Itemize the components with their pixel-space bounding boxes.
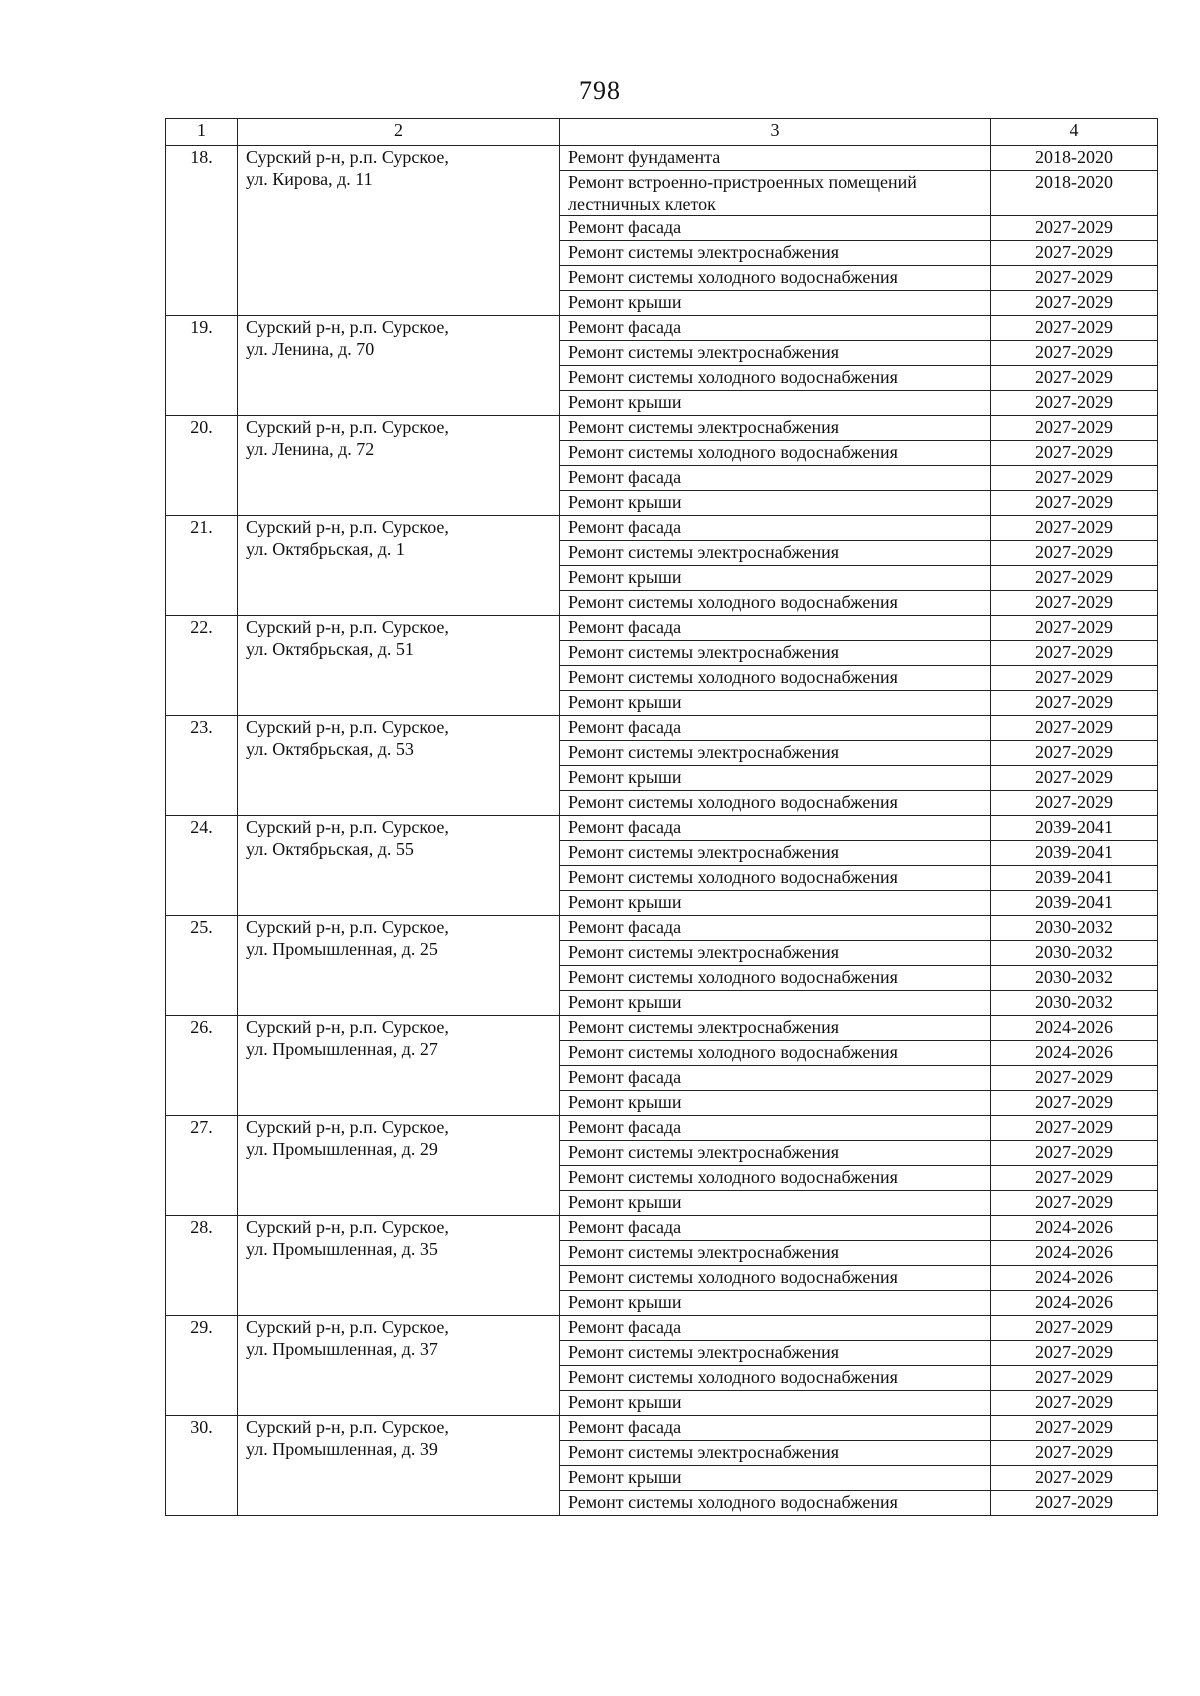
- building-address: [238, 316, 560, 416]
- work-period: 2027-2029: [991, 391, 1158, 416]
- repair-schedule-table: [165, 118, 1158, 1516]
- work-period: 2030-2032: [991, 941, 1158, 966]
- building-address: [238, 616, 560, 716]
- work-period: 2027-2029: [991, 1091, 1158, 1116]
- work-type: Ремонт крыши: [560, 1191, 991, 1216]
- building-address: [238, 716, 560, 816]
- work-type: Ремонт системы электроснабжения: [560, 841, 991, 866]
- work-type: Ремонт фасада: [560, 516, 991, 541]
- address-line: ул. Промышленная, д. 29: [246, 1139, 438, 1159]
- address-line: Сурский р-н, р.п. Сурское,: [246, 1017, 449, 1037]
- work-type: Ремонт системы электроснабжения: [560, 1341, 991, 1366]
- column-header-3: 3: [560, 119, 991, 146]
- work-period: 2027-2029: [991, 591, 1158, 616]
- work-period: 2027-2029: [991, 641, 1158, 666]
- building-number: 19.: [166, 316, 238, 416]
- work-period: 2027-2029: [991, 1416, 1158, 1441]
- work-period: 2027-2029: [991, 1316, 1158, 1341]
- work-period: 2027-2029: [991, 341, 1158, 366]
- page-number: 798: [579, 76, 621, 105]
- address-line: ул. Промышленная, д. 27: [246, 1039, 438, 1059]
- building-address: [238, 146, 560, 316]
- work-type: Ремонт системы электроснабжения: [560, 541, 991, 566]
- work-period: 2024-2026: [991, 1216, 1158, 1241]
- header-row: [166, 119, 1158, 146]
- table-row: [166, 716, 1158, 741]
- work-type: Ремонт системы электроснабжения: [560, 741, 991, 766]
- work-type: Ремонт системы холодного водоснабжения: [560, 1491, 991, 1516]
- work-type: Ремонт крыши: [560, 991, 991, 1016]
- table-row: [166, 916, 1158, 941]
- work-period: 2027-2029: [991, 366, 1158, 391]
- work-period: 2027-2029: [991, 441, 1158, 466]
- work-period: 2027-2029: [991, 741, 1158, 766]
- work-type: Ремонт системы электроснабжения: [560, 241, 991, 266]
- work-period: 2018-2020: [991, 171, 1158, 216]
- table-row: [166, 816, 1158, 841]
- work-period: 2027-2029: [991, 1491, 1158, 1516]
- work-period: 2027-2029: [991, 666, 1158, 691]
- work-type: Ремонт фасада: [560, 1316, 991, 1341]
- work-period: 2027-2029: [991, 316, 1158, 341]
- work-period: 2024-2026: [991, 1266, 1158, 1291]
- work-type: Ремонт крыши: [560, 1466, 991, 1491]
- work-period: 2039-2041: [991, 891, 1158, 916]
- work-type: Ремонт системы холодного водоснабжения: [560, 366, 991, 391]
- column-header-1: 1: [166, 119, 238, 146]
- address-line: ул. Промышленная, д. 25: [246, 939, 438, 959]
- work-period: 2027-2029: [991, 1141, 1158, 1166]
- building-address: [238, 816, 560, 916]
- building-address: [238, 1316, 560, 1416]
- work-period: 2027-2029: [991, 466, 1158, 491]
- building-number: 23.: [166, 716, 238, 816]
- work-period: 2030-2032: [991, 966, 1158, 991]
- work-type: Ремонт фасада: [560, 1066, 991, 1091]
- address-line: Сурский р-н, р.п. Сурское,: [246, 147, 449, 167]
- work-type: Ремонт системы электроснабжения: [560, 941, 991, 966]
- address-line: Сурский р-н, р.п. Сурское,: [246, 917, 449, 937]
- work-type: Ремонт системы электроснабжения: [560, 1141, 991, 1166]
- building-number: 29.: [166, 1316, 238, 1416]
- work-period: 2027-2029: [991, 1441, 1158, 1466]
- work-type: Ремонт системы холодного водоснабжения: [560, 591, 991, 616]
- work-type: Ремонт встроенно-пристроенных помещений лестничных клеток: [560, 171, 991, 216]
- work-period: 2027-2029: [991, 766, 1158, 791]
- building-address: [238, 1216, 560, 1316]
- table-row: [166, 416, 1158, 441]
- work-period: 2027-2029: [991, 566, 1158, 591]
- work-type: Ремонт фасада: [560, 1216, 991, 1241]
- address-line: Сурский р-н, р.п. Сурское,: [246, 517, 449, 537]
- work-period: 2024-2026: [991, 1016, 1158, 1041]
- work-type: Ремонт системы холодного водоснабжения: [560, 1266, 991, 1291]
- work-type: Ремонт крыши: [560, 1391, 991, 1416]
- address-line: Сурский р-н, р.п. Сурское,: [246, 617, 449, 637]
- work-period: 2027-2029: [991, 1166, 1158, 1191]
- work-type: Ремонт системы холодного водоснабжения: [560, 1366, 991, 1391]
- work-type: Ремонт системы холодного водоснабжения: [560, 1041, 991, 1066]
- table-row: [166, 1116, 1158, 1141]
- work-type: Ремонт системы холодного водоснабжения: [560, 866, 991, 891]
- work-type: Ремонт крыши: [560, 566, 991, 591]
- building-number: 26.: [166, 1016, 238, 1116]
- work-period: 2027-2029: [991, 616, 1158, 641]
- address-line: Сурский р-н, р.п. Сурское,: [246, 417, 449, 437]
- work-type: Ремонт крыши: [560, 491, 991, 516]
- table-row: [166, 1216, 1158, 1241]
- building-address: [238, 1116, 560, 1216]
- building-address: [238, 516, 560, 616]
- table-row: [166, 1316, 1158, 1341]
- building-number: 25.: [166, 916, 238, 1016]
- building-address: [238, 916, 560, 1016]
- address-line: ул. Ленина, д. 72: [246, 439, 375, 459]
- work-period: 2027-2029: [991, 1466, 1158, 1491]
- work-type: Ремонт фасада: [560, 1116, 991, 1141]
- work-period: 2027-2029: [991, 1391, 1158, 1416]
- work-type: Ремонт фасада: [560, 716, 991, 741]
- work-type: Ремонт фундамента: [560, 146, 991, 171]
- work-period: 2027-2029: [991, 416, 1158, 441]
- address-line: ул. Кирова, д. 11: [246, 169, 373, 189]
- work-period: 2027-2029: [991, 716, 1158, 741]
- building-number: 28.: [166, 1216, 238, 1316]
- work-period: 2027-2029: [991, 216, 1158, 241]
- work-period: 2030-2032: [991, 991, 1158, 1016]
- work-type: Ремонт системы электроснабжения: [560, 641, 991, 666]
- address-line: ул. Промышленная, д. 37: [246, 1339, 438, 1359]
- building-number: 21.: [166, 516, 238, 616]
- address-line: ул. Октябрьская, д. 51: [246, 639, 414, 659]
- work-period: 2027-2029: [991, 1116, 1158, 1141]
- work-period: 2027-2029: [991, 791, 1158, 816]
- work-type: Ремонт системы электроснабжения: [560, 1016, 991, 1041]
- column-header-4: 4: [991, 119, 1158, 146]
- work-period: 2024-2026: [991, 1241, 1158, 1266]
- work-period: 2024-2026: [991, 1041, 1158, 1066]
- address-line: Сурский р-н, р.п. Сурское,: [246, 1417, 449, 1437]
- work-type: Ремонт системы электроснабжения: [560, 1241, 991, 1266]
- work-type: Ремонт крыши: [560, 691, 991, 716]
- work-type: Ремонт системы холодного водоснабжения: [560, 266, 991, 291]
- work-type: Ремонт крыши: [560, 1291, 991, 1316]
- address-line: Сурский р-н, р.п. Сурское,: [246, 817, 449, 837]
- work-type: Ремонт системы холодного водоснабжения: [560, 791, 991, 816]
- work-type: Ремонт фасада: [560, 216, 991, 241]
- address-line: ул. Ленина, д. 70: [246, 339, 375, 359]
- work-period: 2027-2029: [991, 1366, 1158, 1391]
- work-period: 2027-2029: [991, 691, 1158, 716]
- address-line: Сурский р-н, р.п. Сурское,: [246, 1317, 449, 1337]
- work-period: 2027-2029: [991, 1191, 1158, 1216]
- work-type: Ремонт системы электроснабжения: [560, 1441, 991, 1466]
- building-number: 20.: [166, 416, 238, 516]
- work-period: 2030-2032: [991, 916, 1158, 941]
- column-header-2: 2: [238, 119, 560, 146]
- work-type: Ремонт крыши: [560, 1091, 991, 1116]
- work-type: Ремонт фасада: [560, 1416, 991, 1441]
- address-line: Сурский р-н, р.п. Сурское,: [246, 717, 449, 737]
- building-number: 18.: [166, 146, 238, 316]
- address-line: Сурский р-н, р.п. Сурское,: [246, 1217, 449, 1237]
- work-period: 2027-2029: [991, 1066, 1158, 1091]
- work-type: Ремонт фасада: [560, 466, 991, 491]
- work-type: Ремонт системы электроснабжения: [560, 416, 991, 441]
- table-body: [166, 146, 1158, 1516]
- work-period: 2024-2026: [991, 1291, 1158, 1316]
- work-type: Ремонт крыши: [560, 766, 991, 791]
- work-type: Ремонт крыши: [560, 891, 991, 916]
- address-line: ул. Октябрьская, д. 1: [246, 539, 405, 559]
- work-type: Ремонт системы холодного водоснабжения: [560, 1166, 991, 1191]
- work-type: Ремонт системы холодного водоснабжения: [560, 441, 991, 466]
- table-row: [166, 516, 1158, 541]
- work-period: 2027-2029: [991, 541, 1158, 566]
- work-period: 2027-2029: [991, 291, 1158, 316]
- work-period: 2027-2029: [991, 516, 1158, 541]
- building-address: [238, 1016, 560, 1116]
- work-type: Ремонт фасада: [560, 616, 991, 641]
- table-row: [166, 1016, 1158, 1041]
- building-number: 27.: [166, 1116, 238, 1216]
- address-line: Сурский р-н, р.п. Сурское,: [246, 1117, 449, 1137]
- work-period: 2027-2029: [991, 1341, 1158, 1366]
- work-period: 2039-2041: [991, 841, 1158, 866]
- work-period: 2027-2029: [991, 491, 1158, 516]
- work-period: 2027-2029: [991, 241, 1158, 266]
- building-number: 22.: [166, 616, 238, 716]
- work-type: Ремонт системы холодного водоснабжения: [560, 666, 991, 691]
- work-period: 2027-2029: [991, 266, 1158, 291]
- work-type: Ремонт крыши: [560, 391, 991, 416]
- work-period: 2039-2041: [991, 866, 1158, 891]
- table-row: [166, 616, 1158, 641]
- address-line: ул. Октябрьская, д. 53: [246, 739, 414, 759]
- work-type: Ремонт системы электроснабжения: [560, 341, 991, 366]
- address-line: ул. Промышленная, д. 35: [246, 1239, 438, 1259]
- address-line: Сурский р-н, р.п. Сурское,: [246, 317, 449, 337]
- table-row: [166, 146, 1158, 171]
- work-period: 2039-2041: [991, 816, 1158, 841]
- building-number: 30.: [166, 1416, 238, 1516]
- table-row: [166, 1416, 1158, 1441]
- address-line: ул. Промышленная, д. 39: [246, 1439, 438, 1459]
- address-line: ул. Октябрьская, д. 55: [246, 839, 414, 859]
- building-address: [238, 1416, 560, 1516]
- work-type: Ремонт фасада: [560, 316, 991, 341]
- work-type: Ремонт фасада: [560, 916, 991, 941]
- work-type: Ремонт фасада: [560, 816, 991, 841]
- building-address: [238, 416, 560, 516]
- work-type: Ремонт системы холодного водоснабжения: [560, 966, 991, 991]
- table-row: [166, 316, 1158, 341]
- work-type: Ремонт крыши: [560, 291, 991, 316]
- building-number: 24.: [166, 816, 238, 916]
- work-period: 2018-2020: [991, 146, 1158, 171]
